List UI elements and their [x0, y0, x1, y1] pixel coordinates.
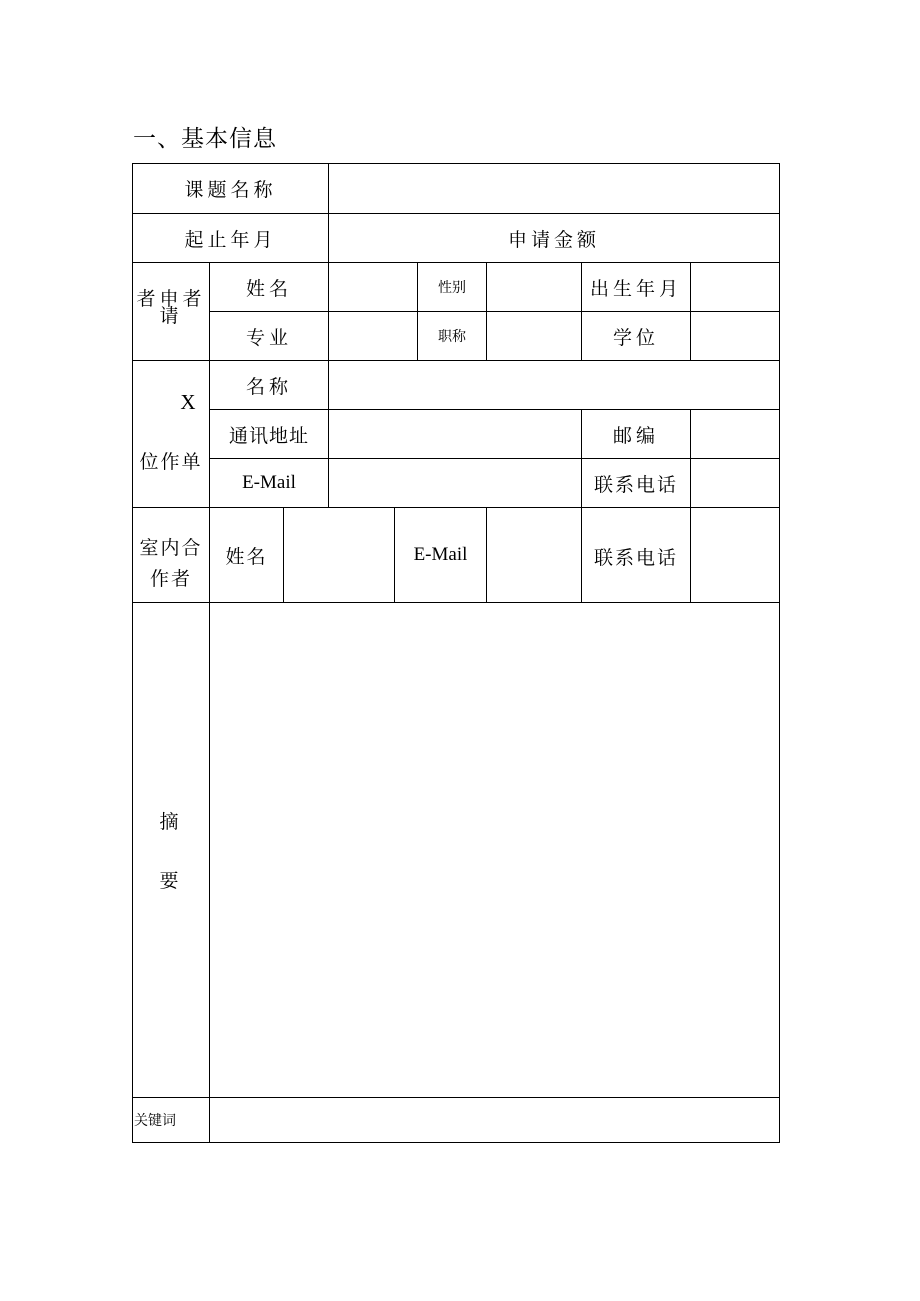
period-label: 起止年月 — [184, 228, 277, 251]
inner-group-label-line2: 作者 — [149, 568, 192, 590]
unit-postcode-label: 邮编 — [612, 424, 659, 447]
rule — [132, 1142, 780, 1143]
abstract-label-char2: 要 — [159, 869, 183, 892]
unit-phone-field[interactable] — [691, 459, 779, 507]
unit-group-label-x: X — [180, 389, 196, 414]
unit-address-field[interactable] — [329, 410, 581, 458]
unit-name-label: 名称 — [245, 375, 292, 398]
applicant-degree-field[interactable] — [691, 312, 779, 360]
unit-name-field[interactable] — [329, 361, 779, 409]
applicant-gender-field[interactable] — [487, 263, 581, 311]
unit-email-label: E-Mail — [242, 472, 296, 493]
inner-name-label: 姓名 — [225, 546, 268, 568]
applicant-title-label: 职称 — [438, 329, 466, 345]
section-title: 一、基本信息 — [133, 126, 277, 152]
applicant-title-field[interactable] — [487, 312, 581, 360]
applicant-major-label: 专业 — [245, 326, 292, 349]
applicant-gender-label: 性别 — [438, 280, 466, 296]
applicant-major-field[interactable] — [329, 312, 417, 360]
project-name-label: 课题名称 — [184, 179, 277, 201]
inner-phone-label: 联系电话 — [593, 547, 678, 569]
unit-phone-label: 联系电话 — [593, 473, 678, 496]
unit-group-label-text: 位作单 — [139, 450, 203, 473]
applicant-group-label-line1: 者申者 — [136, 287, 206, 310]
applicant-group-label-line2: 请 — [159, 304, 183, 327]
abstract-label-char1: 摘 — [159, 810, 183, 833]
inner-group-label — [133, 508, 209, 602]
project-name-field[interactable] — [329, 164, 779, 213]
inner-email-label: E-Mail — [413, 544, 468, 565]
inner-email-field[interactable] — [487, 508, 581, 602]
inner-group-label-line1: 室内合 — [139, 536, 203, 559]
abstract-field[interactable] — [210, 603, 779, 1097]
keywords-field[interactable] — [210, 1098, 779, 1142]
applicant-degree-label: 学位 — [612, 326, 659, 349]
rule — [779, 163, 780, 1143]
applicant-name-label: 姓名 — [245, 277, 292, 300]
applicant-birth-label: 出生年月 — [589, 277, 682, 300]
amount-label: 申请金额 — [507, 228, 600, 251]
applicant-group-label — [133, 263, 209, 360]
applicant-name-field[interactable] — [329, 263, 417, 311]
unit-address-label: 通讯地址 — [228, 424, 309, 447]
unit-postcode-field[interactable] — [691, 410, 779, 458]
applicant-birth-field[interactable] — [691, 263, 779, 311]
inner-name-field[interactable] — [284, 508, 394, 602]
keywords-label: 关键词 — [134, 1113, 176, 1129]
inner-phone-field[interactable] — [691, 508, 779, 602]
unit-email-field[interactable] — [329, 459, 581, 507]
